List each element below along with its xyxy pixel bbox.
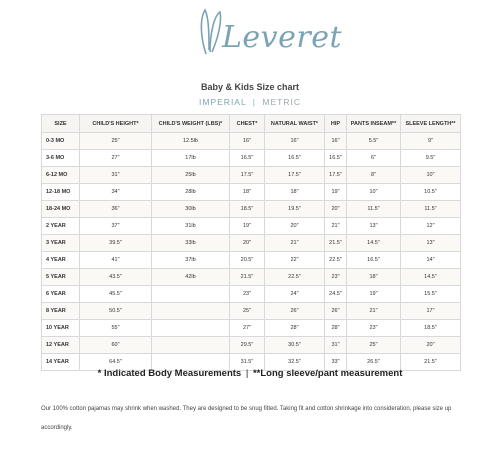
size-cell: 14 YEAR: [42, 354, 80, 371]
size-cell: 5 YEAR: [42, 269, 80, 286]
measurement-cell: 18": [265, 184, 325, 201]
measurement-cell: 8": [347, 167, 401, 184]
measurement-notes: [0, 368, 500, 379]
table-row: [42, 337, 461, 354]
size-chart-table: [41, 114, 461, 371]
unit-separator: |: [252, 97, 256, 107]
table-row: [42, 286, 461, 303]
measurement-cell: [152, 320, 230, 337]
measurement-cell: 36": [80, 201, 152, 218]
measurement-cell: 21": [325, 218, 347, 235]
measurement-cell: 14.5": [347, 235, 401, 252]
measurement-cell: 27": [80, 150, 152, 167]
table-row: [42, 167, 461, 184]
measurement-cell: 14.5": [401, 269, 461, 286]
measurement-cell: 22.5": [325, 252, 347, 269]
measurement-cell: 28lb: [152, 184, 230, 201]
measurement-cell: 9.5": [401, 150, 461, 167]
measurement-cell: 26": [265, 303, 325, 320]
measurement-cell: 28": [265, 320, 325, 337]
column-header: CHEST*: [230, 115, 265, 133]
unit-imperial-tab[interactable]: IMPERIAL: [199, 97, 247, 107]
measurement-cell: 15.5": [401, 286, 461, 303]
unit-toggle: [0, 97, 500, 107]
table-row: [42, 269, 461, 286]
measurement-cell: 42lb: [152, 269, 230, 286]
measurement-cell: 26.5": [347, 354, 401, 371]
size-cell: 12 YEAR: [42, 337, 80, 354]
measurement-cell: 18.5": [401, 320, 461, 337]
measurement-cell: 29.5": [230, 337, 265, 354]
measurement-cell: 18.5": [230, 201, 265, 218]
measurement-cell: [152, 337, 230, 354]
measurement-cell: 16": [265, 133, 325, 150]
measurement-cell: 20": [401, 337, 461, 354]
measurement-cell: 34": [80, 184, 152, 201]
measurement-cell: 17.5": [325, 167, 347, 184]
measurement-cell: 37lb: [152, 252, 230, 269]
measurement-cell: 33lb: [152, 235, 230, 252]
measurement-cell: 25": [80, 133, 152, 150]
table-body: [42, 133, 461, 371]
measurement-cell: 21.5": [325, 235, 347, 252]
table-row: [42, 133, 461, 150]
measurement-cell: 32.5": [265, 354, 325, 371]
measurement-cell: 37": [80, 218, 152, 235]
table-row: [42, 320, 461, 337]
measurement-cell: 16.5": [230, 150, 265, 167]
measurement-cell: 13": [347, 218, 401, 235]
measurement-cell: 11.5": [401, 201, 461, 218]
measurement-cell: 16.5": [265, 150, 325, 167]
measurement-cell: 30lb: [152, 201, 230, 218]
measurement-cell: 21.5": [230, 269, 265, 286]
measurement-cell: 17": [401, 303, 461, 320]
measurement-cell: 31": [325, 337, 347, 354]
measurement-cell: 10": [347, 184, 401, 201]
measurement-cell: 50.5": [80, 303, 152, 320]
column-header: HIP: [325, 115, 347, 133]
measurement-cell: 16": [230, 133, 265, 150]
column-header: SIZE: [42, 115, 80, 133]
measurement-cell: 28": [325, 320, 347, 337]
table-row: [42, 235, 461, 252]
measurement-cell: 39.5": [80, 235, 152, 252]
measurement-cell: [152, 286, 230, 303]
measurement-cell: 25": [347, 337, 401, 354]
size-cell: 8 YEAR: [42, 303, 80, 320]
size-cell: 3 YEAR: [42, 235, 80, 252]
measurement-cell: 45.5": [80, 286, 152, 303]
size-cell: 2 YEAR: [42, 218, 80, 235]
measurement-cell: 10.5": [401, 184, 461, 201]
measurement-cell: 14": [401, 252, 461, 269]
measurement-cell: 12": [401, 218, 461, 235]
shrinkage-disclaimer: Our 100% cotton pajamas may shrink when washed. They are designed to be snug fitted. Taking fit and cotton shrinkage into consideration, please size up accordingly.: [41, 406, 452, 431]
measurement-cell: 31lb: [152, 218, 230, 235]
measurement-cell: 23": [230, 286, 265, 303]
measurement-cell: 31": [80, 167, 152, 184]
measurement-cell: 9": [401, 133, 461, 150]
measurement-cell: 17lb: [152, 150, 230, 167]
measurement-cell: 22": [265, 252, 325, 269]
measurement-cell: 27": [230, 320, 265, 337]
page-title: Baby & Kids Size chart: [200, 82, 300, 92]
brand-name: Leveret: [222, 20, 343, 55]
table-header-row: [42, 115, 461, 133]
table-row: [42, 252, 461, 269]
measurement-cell: 20": [265, 218, 325, 235]
notes-separator: |: [245, 368, 249, 379]
column-header: PANTS INSEAM**: [347, 115, 401, 133]
size-cell: 4 YEAR: [42, 252, 80, 269]
measurement-cell: [152, 303, 230, 320]
measurement-cell: 5.5": [347, 133, 401, 150]
measurement-cell: 16": [325, 133, 347, 150]
measurement-cell: 6": [347, 150, 401, 167]
measurement-cell: 23": [325, 269, 347, 286]
size-chart-table-wrapper: [41, 114, 460, 371]
measurement-cell: 16.5": [347, 252, 401, 269]
measurement-cell: 30.5": [265, 337, 325, 354]
brand-logo: [0, 6, 500, 64]
column-header: CHILD'S WEIGHT (LBS)*: [152, 115, 230, 133]
measurement-cell: 11.5": [347, 201, 401, 218]
measurement-cell: 24.5": [325, 286, 347, 303]
measurement-cell: 19": [230, 218, 265, 235]
size-cell: 3-6 MO: [42, 150, 80, 167]
table-row: [42, 218, 461, 235]
table-row: [42, 150, 461, 167]
measurement-cell: 33": [325, 354, 347, 371]
long-sleeve-note: **Long sleeve/pant measurement: [252, 368, 403, 379]
measurement-cell: 43.5": [80, 269, 152, 286]
measurement-cell: 41": [80, 252, 152, 269]
size-cell: 6-12 MO: [42, 167, 80, 184]
measurement-cell: 19": [325, 184, 347, 201]
measurement-cell: 55": [80, 320, 152, 337]
size-cell: 10 YEAR: [42, 320, 80, 337]
measurement-cell: 20": [230, 235, 265, 252]
measurement-cell: 17.5": [265, 167, 325, 184]
measurement-cell: 21": [347, 303, 401, 320]
size-cell: 18-24 MO: [42, 201, 80, 218]
measurement-cell: 64.5": [80, 354, 152, 371]
indicated-note: * Indicated Body Measurements: [97, 368, 242, 379]
measurement-cell: 21.5": [401, 354, 461, 371]
measurement-cell: 13": [401, 235, 461, 252]
measurement-cell: 12.5lb: [152, 133, 230, 150]
measurement-cell: 26": [325, 303, 347, 320]
measurement-cell: 25lb: [152, 167, 230, 184]
measurement-cell: 16.5": [325, 150, 347, 167]
measurement-cell: 17.5": [230, 167, 265, 184]
measurement-cell: 10": [401, 167, 461, 184]
column-header: NATURAL WAIST*: [265, 115, 325, 133]
measurement-cell: 23": [347, 320, 401, 337]
unit-metric-tab[interactable]: METRIC: [262, 97, 301, 107]
measurement-cell: 22.5": [265, 269, 325, 286]
size-cell: 12-18 MO: [42, 184, 80, 201]
measurement-cell: 31.5": [230, 354, 265, 371]
measurement-cell: 18": [347, 269, 401, 286]
size-cell: 6 YEAR: [42, 286, 80, 303]
measurement-cell: 19.5": [265, 201, 325, 218]
measurement-cell: 20": [325, 201, 347, 218]
table-row: [42, 184, 461, 201]
measurement-cell: 24": [265, 286, 325, 303]
measurement-cell: 20.5": [230, 252, 265, 269]
table-row: [42, 201, 461, 218]
column-header: SLEEVE LENGTH**: [401, 115, 461, 133]
measurement-cell: 21": [265, 235, 325, 252]
table-row: [42, 303, 461, 320]
measurement-cell: 19": [347, 286, 401, 303]
size-cell: 0-3 MO: [42, 133, 80, 150]
column-header: CHILD'S HEIGHT*: [80, 115, 152, 133]
measurement-cell: 25": [230, 303, 265, 320]
measurement-cell: 18": [230, 184, 265, 201]
measurement-cell: 60": [80, 337, 152, 354]
